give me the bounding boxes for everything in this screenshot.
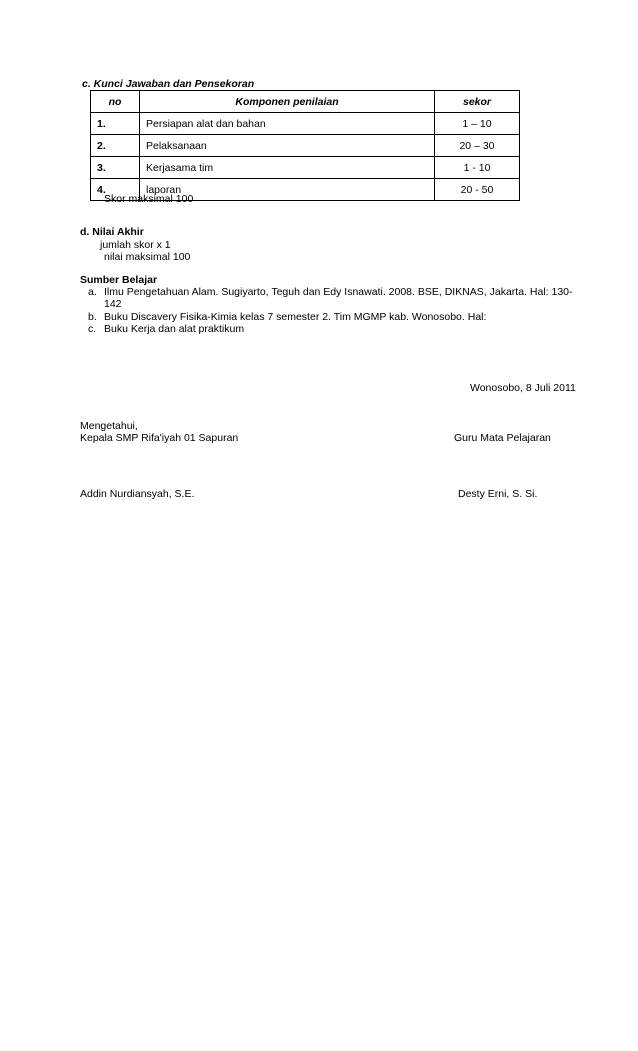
header-score: sekor xyxy=(435,91,520,113)
max-score-note: Skor maksimal 100 xyxy=(104,193,194,205)
table-header-row xyxy=(91,91,520,113)
formula-denominator: nilai maksimal 100 xyxy=(104,251,191,263)
row-component: Kerjasama tim xyxy=(140,157,435,179)
row-score: 20 – 30 xyxy=(435,135,520,157)
section-d-heading: d. Nilai Akhir xyxy=(80,226,144,238)
source-marker: b. xyxy=(88,311,97,323)
scoring-table xyxy=(90,90,520,201)
source-text: Ilmu Pengetahuan Alam. Sugiyarto, Teguh dan Edy Isnawati. 2008. BSE, DIKNAS, Jakarta. Hal: 130- xyxy=(104,286,573,298)
table-row xyxy=(91,113,520,135)
row-score: 1 – 10 xyxy=(435,113,520,135)
row-component: Persiapan alat dan bahan xyxy=(140,113,435,135)
principal-title: Kepala SMP Rifa'iyah 01 Sapuran xyxy=(80,432,239,444)
place-date: Wonosobo, 8 Juli 2011 xyxy=(470,382,576,394)
row-no: 4. xyxy=(91,179,140,201)
acknowledged-label: Mengetahui, xyxy=(80,420,138,432)
table-row xyxy=(91,135,520,157)
row-component: laporan xyxy=(140,179,435,201)
header-no: no xyxy=(91,91,140,113)
row-no: 2. xyxy=(91,135,140,157)
source-marker: c. xyxy=(88,323,97,335)
formula-numerator: jumlah skor x 1 xyxy=(100,239,171,251)
row-score: 1 - 10 xyxy=(435,157,520,179)
header-component: Komponen penilaian xyxy=(140,91,435,113)
teacher-name: Desty Erni, S. Si. xyxy=(458,488,538,500)
source-text: Buku Discavery Fisika-Kimia kelas 7 semester 2. Tim MGMP kab. Wonosobo. Hal: xyxy=(104,311,487,323)
source-text-continued: 142 xyxy=(104,298,122,310)
teacher-title: Guru Mata Pelajaran xyxy=(454,432,551,444)
source-marker: a. xyxy=(88,286,97,298)
sources-heading: Sumber Belajar xyxy=(80,274,158,286)
row-component: Pelaksanaan xyxy=(140,135,435,157)
table-row xyxy=(91,157,520,179)
row-score: 20 - 50 xyxy=(435,179,520,201)
principal-name: Addin Nurdiansyah, S.E. xyxy=(80,488,195,500)
row-no: 1. xyxy=(91,113,140,135)
source-text: Buku Kerja dan alat praktikum xyxy=(104,323,245,335)
section-c-heading: c. Kunci Jawaban dan Pensekoran xyxy=(82,78,255,90)
row-no: 3. xyxy=(91,157,140,179)
